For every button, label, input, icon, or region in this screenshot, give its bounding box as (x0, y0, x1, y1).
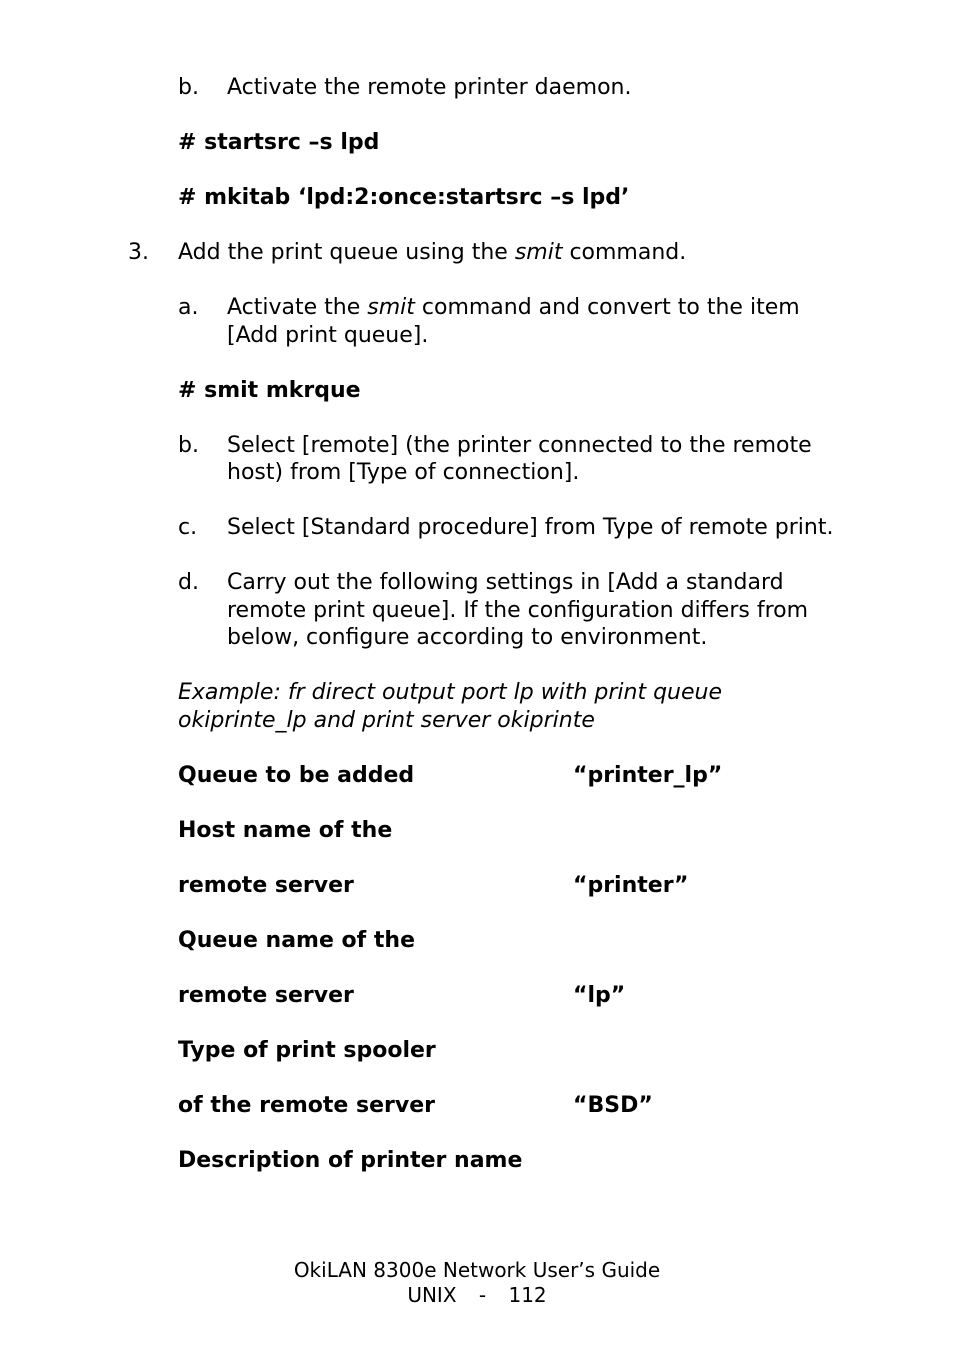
step-text-line: below, configure according to environment. (227, 625, 708, 650)
footer-title: OkiLAN 8300e Network User’s Guide (293, 1258, 661, 1282)
step-text: Add the print queue using the smit command. (178, 240, 687, 265)
setting-value: “BSD” (573, 1093, 653, 1118)
step-marker: c. (178, 515, 198, 540)
command-startsrc: # startsrc –s lpd (178, 130, 380, 155)
setting-label: Description of printer name (178, 1148, 523, 1173)
setting-value: “printer” (573, 873, 689, 898)
footer-section: UNIX (407, 1283, 457, 1307)
step-marker: d. (178, 570, 199, 595)
setting-label: remote server (178, 983, 354, 1008)
step-marker: b. (178, 75, 199, 100)
step-text-line: Select [remote] (the printer connected to the remote (227, 433, 812, 458)
step-text-line: Activate the smit command and convert to the item (227, 295, 800, 320)
step-text: Select [Standard procedure] from Type of remote print. (227, 515, 834, 540)
setting-label: Type of print spooler (178, 1038, 436, 1063)
setting-label: Queue name of the (178, 928, 415, 953)
page-number: 112 (508, 1283, 547, 1307)
setting-label: Queue to be added (178, 763, 415, 788)
setting-value: “printer_lp” (573, 763, 723, 788)
footer-separator: - (478, 1283, 487, 1307)
setting-label: remote server (178, 873, 354, 898)
command-mkitab: # mkitab ‘lpd:2:once:startsrc –s lpd’ (178, 185, 630, 210)
step-marker: b. (178, 433, 199, 458)
setting-label: Host name of the (178, 818, 393, 843)
step-marker: a. (178, 295, 199, 320)
setting-value: “lp” (573, 983, 626, 1008)
step-text-line: [Add print queue]. (227, 323, 429, 348)
step-text-line: Carry out the following settings in [Add a standard (227, 570, 784, 595)
example-line: Example: fr direct output port lp with print queue (178, 680, 722, 705)
step-text-line: host) from [Type of connection]. (227, 460, 580, 485)
setting-label: of the remote server (178, 1093, 435, 1118)
example-line: okiprinte_lp and print server okiprinte (178, 708, 595, 733)
step-marker: 3. (128, 240, 149, 265)
step-text: Activate the remote printer daemon. (227, 75, 632, 100)
command-smit-mkrque: # smit mkrque (178, 378, 361, 403)
footer-page-line (0, 1283, 954, 1308)
step-text-line: remote print queue]. If the configuration differs from (227, 598, 809, 623)
